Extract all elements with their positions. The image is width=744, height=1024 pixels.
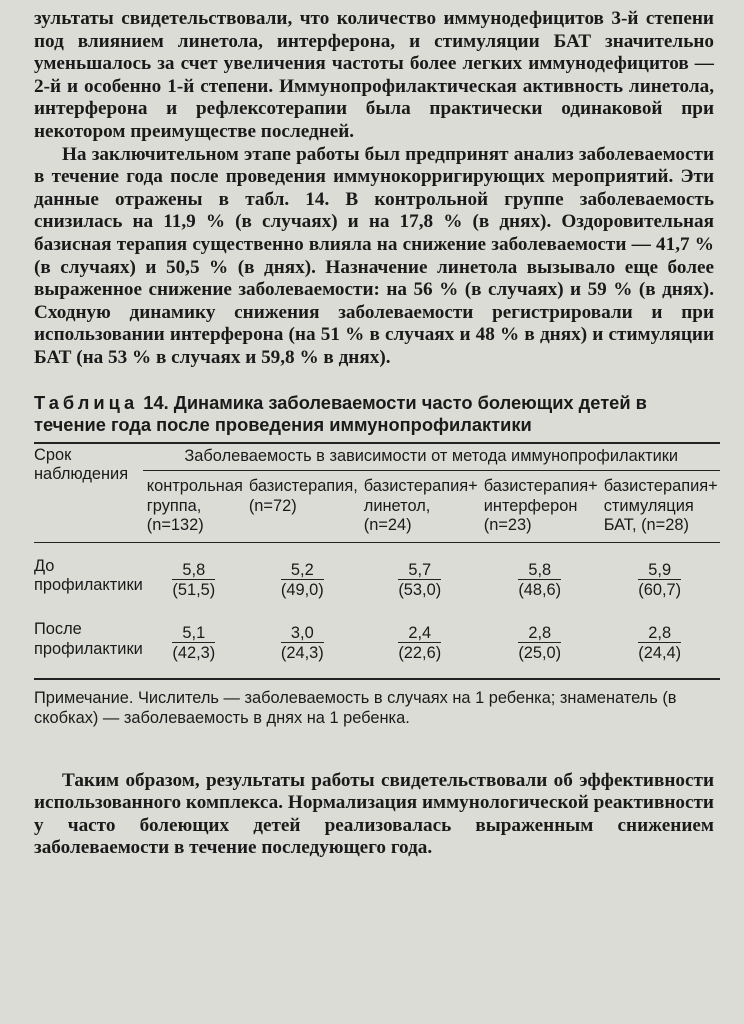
days-value: (51,5): [172, 580, 216, 599]
cases-value: 5,8: [518, 561, 561, 580]
row-label: После профилактики: [34, 620, 143, 658]
table-note: Примечание. Числитель — заболеваемость в случаях на 1 ребенка; знаменатель (в скобках) — заболеваемость в днях на 1 ребенка.: [34, 688, 677, 727]
fraction-value: [172, 624, 215, 662]
fraction-value: [281, 561, 324, 599]
days-value: (24,4): [638, 644, 682, 662]
group-header: Заболеваемость в зависимости от метода иммунопрофилактики: [143, 443, 720, 471]
fraction-value: [638, 624, 681, 662]
column-header: контрольная группа, (n=132): [146, 477, 243, 534]
cases-value: 5,1: [172, 624, 215, 643]
cases-value: 2,8: [638, 624, 681, 643]
fraction-value: [518, 624, 561, 662]
fraction-value: [281, 624, 324, 662]
cases-value: 5,8: [172, 561, 215, 580]
table-label: Таблица: [34, 391, 139, 413]
days-value: (25,0): [518, 644, 562, 662]
fraction-value: [638, 561, 681, 599]
table-row: [34, 606, 720, 679]
conclusion-paragraph: Таким образом, результаты работы свидетельствовали об эффективности использованного комплекса. Нормализация иммунологической реактивности у часто болеющих детей реализовалась выраженным снижением заболеваемости в течение последующего года.: [34, 769, 714, 859]
period-header: Срок наблюдения: [34, 445, 129, 483]
fraction-value: [398, 561, 441, 599]
cases-value: 5,7: [398, 561, 441, 580]
column-header: базистерапия+ интерферон (n=23): [483, 477, 598, 534]
fraction-value: [518, 561, 561, 599]
days-value: (49,0): [280, 580, 324, 599]
days-value: (48,6): [518, 580, 562, 599]
morbidity-table: [34, 442, 720, 680]
analysis-paragraph: На заключительном этапе работы был предпринят анализ заболеваемости в течение года после проведения иммунокорригирующих мероприятий. Эти данные отражены в табл. 14. В контрольной группе заболеваемость снизилась на 11,9 % (в случаях) и на 17,8 % (в днях). Оздоровительная базисная терапия существенно влияла на снижение заболеваемости — 41,7 % (в случаях) и 50,5 % (в днях). Назначение линетола вызывало еще более выраженное снижение заболеваемости: на 56 % (в случаях) и 59 % (в днях). Сходную динамику снижения заболеваемости регистрировали и при использовании интерферона (на 51 % в случаях и 48 % в днях) и стимуляции БАТ (на 53 % в случаях и 59,8 % в днях).: [34, 143, 714, 368]
cases-value: 2,4: [398, 624, 441, 643]
column-header: базистерапия, (n=72): [248, 477, 358, 515]
days-value: (53,0): [398, 580, 442, 599]
days-value: (22,6): [398, 644, 442, 662]
fraction-value: [398, 624, 441, 662]
column-header: базистерапия+ линетол, (n=24): [363, 477, 478, 534]
table-row: [34, 542, 720, 606]
days-value: (60,7): [638, 580, 682, 599]
column-header: базистерапия+ стимуляция БАТ, (n=28): [603, 477, 718, 534]
days-value: (24,3): [280, 644, 324, 662]
days-value: (42,3): [172, 644, 216, 662]
cases-value: 2,8: [518, 624, 561, 643]
fraction-value: [172, 561, 215, 599]
table-title: 14. Динамика заболеваемости часто болеющих детей в течение года после проведения иммунопрофилактики: [34, 391, 647, 435]
cases-value: 3,0: [281, 624, 324, 643]
table-caption: [34, 392, 714, 436]
cases-value: 5,9: [638, 561, 681, 580]
intro-paragraph: зультаты свидетельствовали, что количество иммунодефицитов 3-й степени под влиянием линетола, интерферона, и стимуляции БАТ значительно уменьшалось за счет увеличения частоты более легких иммунодефицитов — 2-й и особенно 1-й степени. Иммунопрофилактическая активность линетола, интерферона и рефлексотерапии была практически одинаковой при некотором преимуществе последней.: [34, 8, 714, 142]
row-label: До профилактики: [34, 556, 143, 594]
cases-value: 5,2: [281, 561, 324, 580]
